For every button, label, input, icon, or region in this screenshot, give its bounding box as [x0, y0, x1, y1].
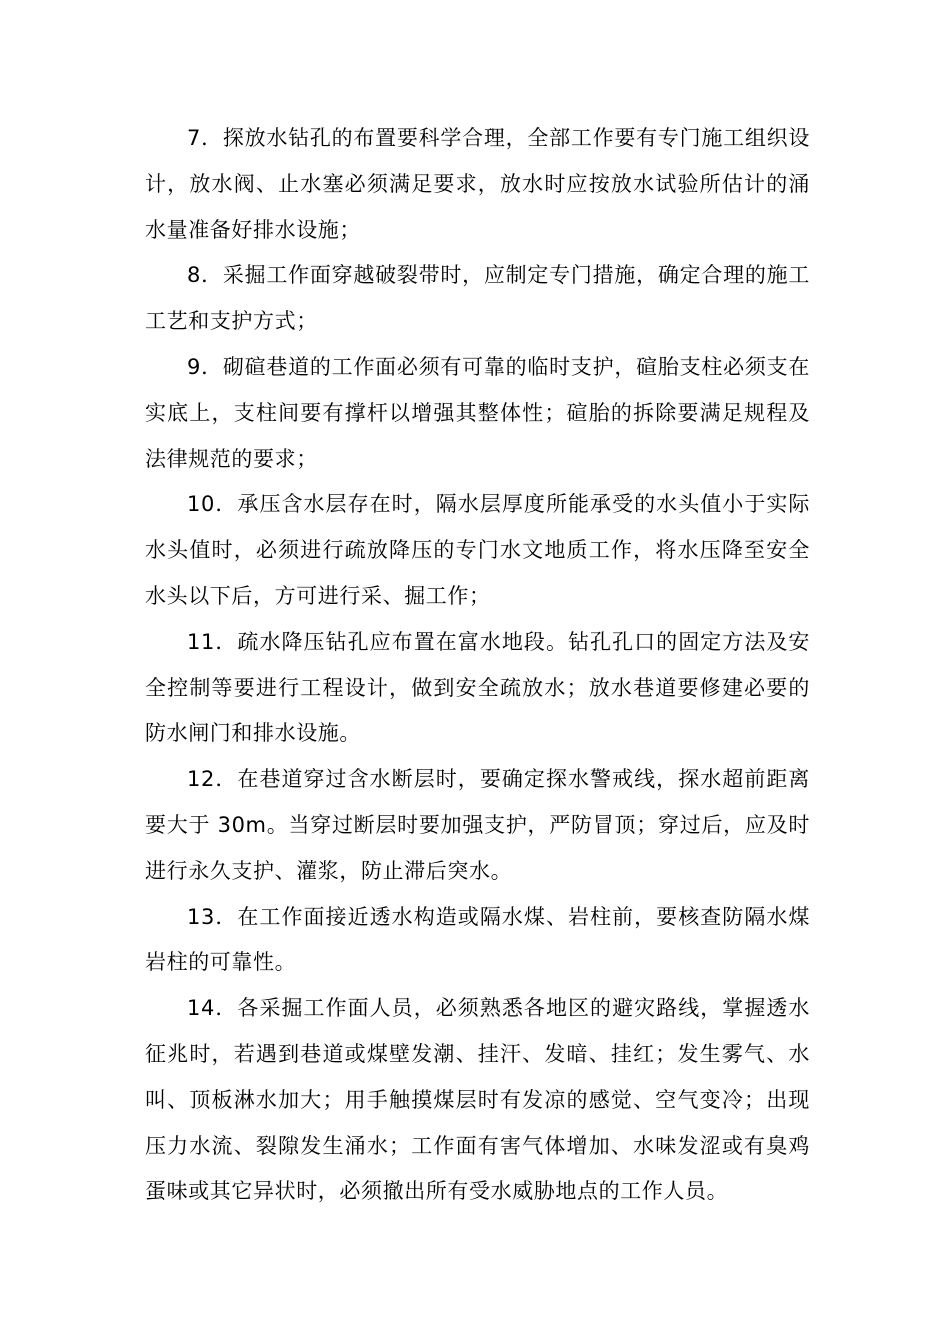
paragraph-item-9: 9．砌碹巷道的工作面必须有可靠的临时支护，碹胎支柱必须支在实底上，支柱间要有撑杆以增强其整体性；碹胎的拆除要满足规程及法律规范的要求； [145, 354, 810, 471]
paragraph-item-8: 8．采掘工作面穿越破裂带时，应制定专门措施，确定合理的施工工艺和支护方式； [145, 263, 810, 334]
paragraph-item-7: 7．探放水钻孔的布置要科学合理，全部工作要有专门施工组织设计，放水阀、止水塞必须满足要求，放水时应按放水试验所估计的涌水量准备好排水设施； [145, 126, 810, 242]
document-body [145, 116, 810, 1215]
paragraph-item-10: 10．承压含水层存在时，隔水层厚度所能承受的水头值小于实际水头值时，必须进行疏放降压的专门水文地质工作，将水压降至安全水头以下后，方可进行采、掘工作； [145, 492, 810, 608]
paragraph-item-13: 13．在工作面接近透水构造或隔水煤、岩柱前，要核查防隔水煤岩柱的可靠性。 [145, 904, 810, 975]
paragraph-item-12: 12．在巷道穿过含水断层时，要确定探水警戒线，探水超前距离要大于 30m。当穿过断层时要加强支护，严防冒顶；穿过后，应及时进行永久支护、灌浆，防止滞后突水。 [145, 767, 810, 883]
paragraph-item-14: 14．各采掘工作面人员，必须熟悉各地区的避灾路线，掌握透水征兆时，若遇到巷道或煤壁发潮、挂汗、发暗、挂红；发生雾气、水叫、顶板淋水加大；用手触摸煤层时有发凉的感觉、空气变冷；出现压力水流、裂隙发生涌水；工作面有害气体增加、水味发涩或有臭鸡蛋味或其它异状时，必须撤出所有受水威胁地点的工作人员。 [145, 996, 810, 1204]
paragraph-item-11: 11．疏水降压钻孔应布置在富水地段。钻孔孔口的固定方法及安全控制等要进行工程设计，做到安全疏放水；放水巷道要修建必要的防水闸门和排水设施。 [145, 629, 810, 746]
